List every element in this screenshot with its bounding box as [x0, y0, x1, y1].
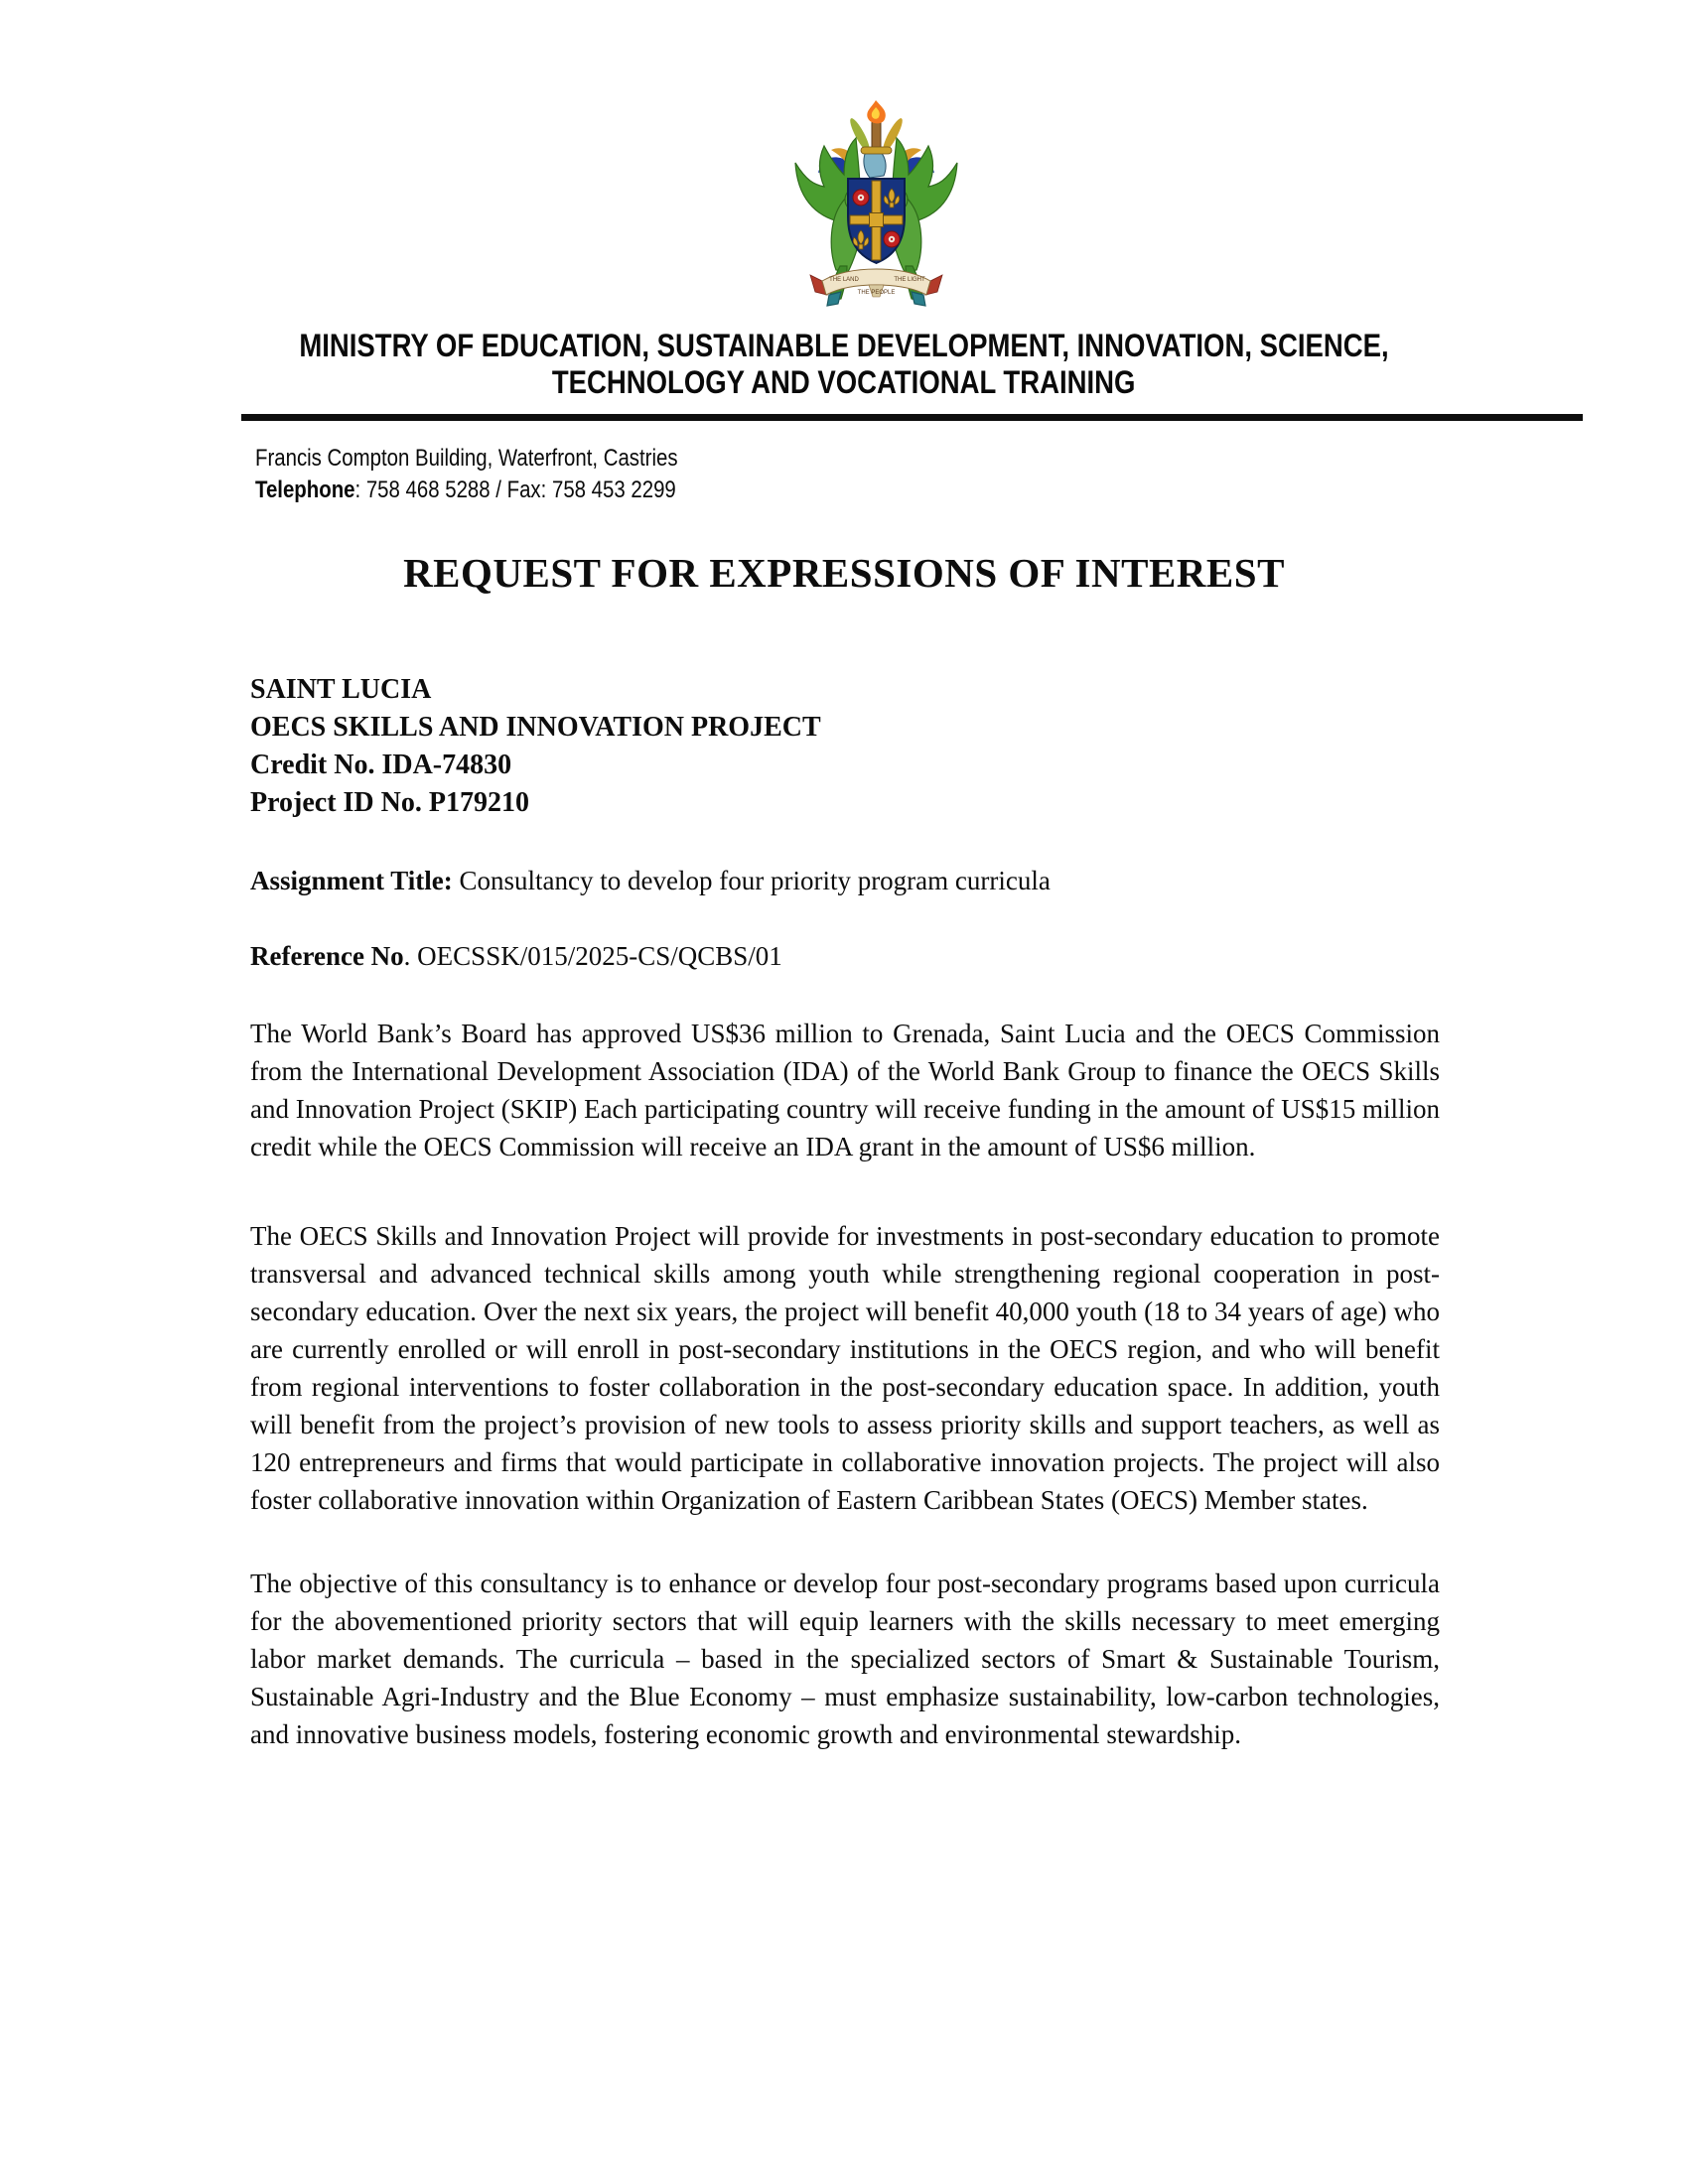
telephone-line	[255, 475, 1688, 506]
address-line: Francis Compton Building, Waterfront, Castries	[255, 445, 678, 472]
saint-lucia-coat-of-arms-icon	[784, 99, 968, 310]
paragraph-consultancy-objective: The objective of this consultancy is to enhance or develop four post-secondary programs based upon curricula for the abovementioned priority sectors that will equip learners with the skills necessary to meet emerging labor market demands. The curricula – based in the specialized sectors of Smart & Sustainable Tourism, Sustainable Agri-Industry and the Blue Economy – must emphasize sustainability, low-carbon technologies, and innovative business models, fostering economic growth and environmental stewardship.	[250, 1569, 1440, 1749]
reference-label: Reference No	[250, 941, 404, 971]
ministry-name-line1: MINISTRY OF EDUCATION, SUSTAINABLE DEVELOPMENT, INNOVATION, SCIENCE,	[299, 328, 1389, 363]
assignment-title-text: Consultancy to develop four priority program curricula	[452, 866, 1051, 895]
crest-motto-left: THE LAND	[829, 277, 859, 283]
crest-motto-right: THE LIGHT	[894, 277, 925, 283]
credit-no-line: Credit No. IDA-74830	[250, 750, 512, 780]
assignment-title-label: Assignment Title:	[250, 866, 453, 895]
project-block	[250, 671, 1688, 822]
crest-motto-center: THE PEOPLE	[857, 290, 896, 296]
paragraph-project-description: The OECS Skills and Innovation Project will provide for investments in post-secondary education to promote transversal and advanced technical skills among youth while strengthening regional cooperation in post-secondary education. Over the next six years, the project will benefit 40,000 youth (18 to 34 years of age) who are currently enrolled or will enroll in post-secondary institutions in the OECS region, and who will benefit from regional interventions to foster collaboration in the post-secondary education space. In addition, youth will benefit from the project’s provision of new tools to assess priority skills and support teachers, as well as 120 entrepreneurs and firms that would participate in collaborative innovation projects. The project will also foster collaborative innovation within Organization of Eastern Caribbean States (OECS) Member states.	[250, 1221, 1440, 1515]
country-line: SAINT LUCIA	[250, 674, 432, 705]
reference-text: . OECSSK/015/2025-CS/QCBS/01	[403, 941, 782, 971]
header-divider	[241, 414, 1583, 421]
paragraph-funding: The World Bank’s Board has approved US$36 million to Grenada, Saint Lucia and the OECS Commission from the International Development Association (IDA) of the World Bank Group to finance the OECS Skills and Innovation Project (SKIP) Each participating country will receive funding in the amount of US$15 million credit while the OECS Commission will receive an IDA grant in the amount of US$6 million.	[250, 1019, 1440, 1161]
telephone-numbers: : 758 468 5288 / Fax: 758 453 2299	[354, 477, 676, 503]
document-title: REQUEST FOR EXPRESSIONS OF INTEREST	[403, 550, 1285, 596]
telephone-label: Telephone	[255, 477, 355, 503]
assignment-title-line	[250, 862, 1688, 899]
ministry-name-line2: TECHNOLOGY AND VOCATIONAL TRAINING	[552, 364, 1136, 400]
project-id-line: Project ID No. P179210	[250, 787, 529, 818]
contact-block	[255, 443, 1688, 506]
reference-line	[250, 937, 1688, 975]
project-name-line: OECS SKILLS AND INNOVATION PROJECT	[250, 712, 821, 743]
